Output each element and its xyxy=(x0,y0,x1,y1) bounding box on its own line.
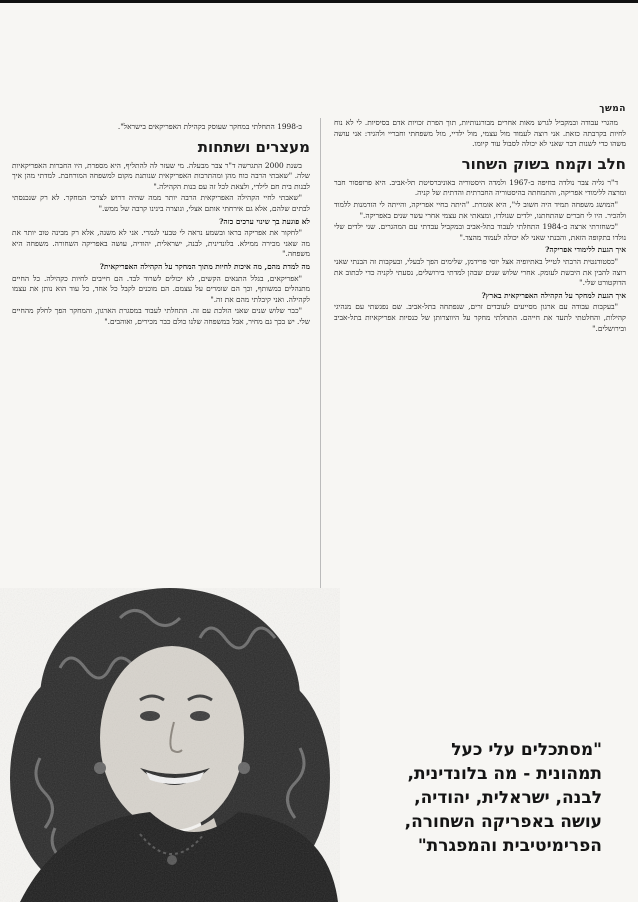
left-paragraph: "שאבתי לחיי הקהילה האפריקאית הרבה יותר ממה שהיה דרוש לצרכי המחקר. לא רק שנכנסתי לבתים שלהם, אלא גם אירחתי אותם אצלי, ונוצרה בינינו קרבה של ממש." xyxy=(12,193,310,213)
interview-answer: "אפריקאים, בגלל התנאים הקשים, לא יכולים לשרוד לבד. הם חייבים לחיות כקהילה. כל החיים מתנהלים במשותף, וכך הם שומרים על עצמם. הם מוכנים לקבל כל אחד, כל עוד הוא נותן את עצמו לקהילה. ואני קיבלתי מהם את זה." xyxy=(12,273,310,304)
pull-quote-line: הפרימיטיבית והמפגרת" xyxy=(417,836,602,856)
pull-quote-line: עושה באפריקה השחורה, xyxy=(404,812,602,832)
top-rule xyxy=(0,0,638,3)
section-label: המשך xyxy=(599,104,626,114)
left-intro: ב-1998 התחלתי במחקר שעוסק בקהילת האפריקאים בישראל". xyxy=(117,122,302,131)
right-paragraph: ד"ר גליה צבר נולדה בחיפה ב-1967 ולמדה היסטוריה באוניברסיטת תל-אביב. היא פרופסור חבר ומרצה ללימודי אפריקה, והתמחתה בהיסטוריה החברתית והדתית של קניה. xyxy=(334,177,626,198)
left-paragraph: בשנת 2000 התגרשה ד"ר צבר מבעלה. מי שעזר לה להתליף, היא מספרת, היו החברות האפריקאיות שלה. "שאבתי הרבה כוח מהן ומהתרבות האפריקאית שנותנת מקום למשפחה המורחבת. למדתי מהן איך לבנות בית חם לילדי, ולצאת לכל זה עם בנות הקהילה." xyxy=(12,160,310,191)
left-heading: מעצרים ושתחות xyxy=(197,137,310,156)
pull-quote-line: תמהונית - מה בלונדינית, xyxy=(407,764,602,784)
left-column xyxy=(12,122,310,582)
interview-answer: "בעקבות עבודה עם ארגון מסייעים לעובדים זרים, שנפתחה בתל-אביב. שם נפגשתי עם מנהיגי קהילות, והחלטתי לתעד את חייהם. התחלתי מחקר על היווצרותן של כנסיות אפריקאיות בתל-אביב ובירושלים." xyxy=(334,302,626,333)
pull-quote-line: "מסתכלים עלי כעל xyxy=(451,740,602,760)
pull-quote-line: לבנה, ישראלית, יהודיה, xyxy=(414,788,602,808)
portrait-photo xyxy=(0,588,340,902)
interview-answer: "כבר שלוש שנים שאני הולכת עם זה. התחלתי לעבוד במסגרת הארגון, והמחקר הפך לחלק מהחיים שלי. יש בכך גם מחיר, אבל במשפחה שלנו כולם כבר מכירים, ואוהבים." xyxy=(12,306,310,326)
right-paragraph: "המושג משפחה תמיד היה חשוב לי", היא אומרת. "היתה בחיי אפריקה, והייתה לי הזדמנות ללמוד ולהכיר. היו לי חברים שהתחתנו, ילדים שנולדו, ומצאתי את עצמי אחרי עשר שנים באפריקה." xyxy=(334,199,626,220)
right-heading: חלב וקמח בשוק השחור xyxy=(461,154,626,173)
pull-quote xyxy=(332,738,602,858)
interview-answer: "לחקור את אפריקה בראו ובשמע נראה לי טבעי לגמרי. אני לא משנה, אלא רק מבינה טוב יותר את מה שאני מכירה ממילא. בלונדינית, לבנה, ישראלית, יהודיה, עושה באפריקה השחורה. משפחה היא משפחה." xyxy=(12,228,310,259)
interview-answer: "כסטודנטית הרבתי לטייל באתיופיה אצל יוסי פרידמן, שלימים הפך לבעלי, ובעקבות זה הבנתי שאני רוצה להבין את היבשת לעומק. אחרי שלוש שנים שבהן למדתי בירושלים, נסעתי לקניה כדי לכתוב את הדוקטורט שלי." xyxy=(334,256,626,288)
interview-question: איך הגעת ללימודי אפריקה? xyxy=(545,245,626,255)
right-paragraph: "כשחזרתי ארצה ב-1984 התחלתי לעבוד בתל-אביב ובמקביל עבדתי עם המהגרים. שני ילדים שלי נולדו בתקופה הזאת, והבנתי שאני לא יכולה לעמוד מהצד." xyxy=(334,222,626,242)
right-column xyxy=(334,118,626,728)
right-intro: מהגרי עבודה ובמקביל לגרש מאות אחרים מבורגנותיות, תוך הפרת זכויות אדם בסיסיות. לי לא נוח לחיות בקרבתה כזאת. אני רוצה לעמוד מול עצמי, מול ילדיי, מול משפחתי וחבריי ולהגיד: אני עושה משהו כדי לשנות דבר שאני לא יכולה לסבול עוד קיומו. xyxy=(334,118,626,149)
interview-question: מה למדת מהם, מה איכות לחיות מתוך המחקר על הקהילה האפריקאית? xyxy=(99,261,310,271)
interview-question: איך הגעת למחקר על הקהילה האפריקאית בארץ? xyxy=(481,290,626,300)
interview-question: לא פוגעת בך שינוי ערכים כזה? xyxy=(219,216,310,226)
